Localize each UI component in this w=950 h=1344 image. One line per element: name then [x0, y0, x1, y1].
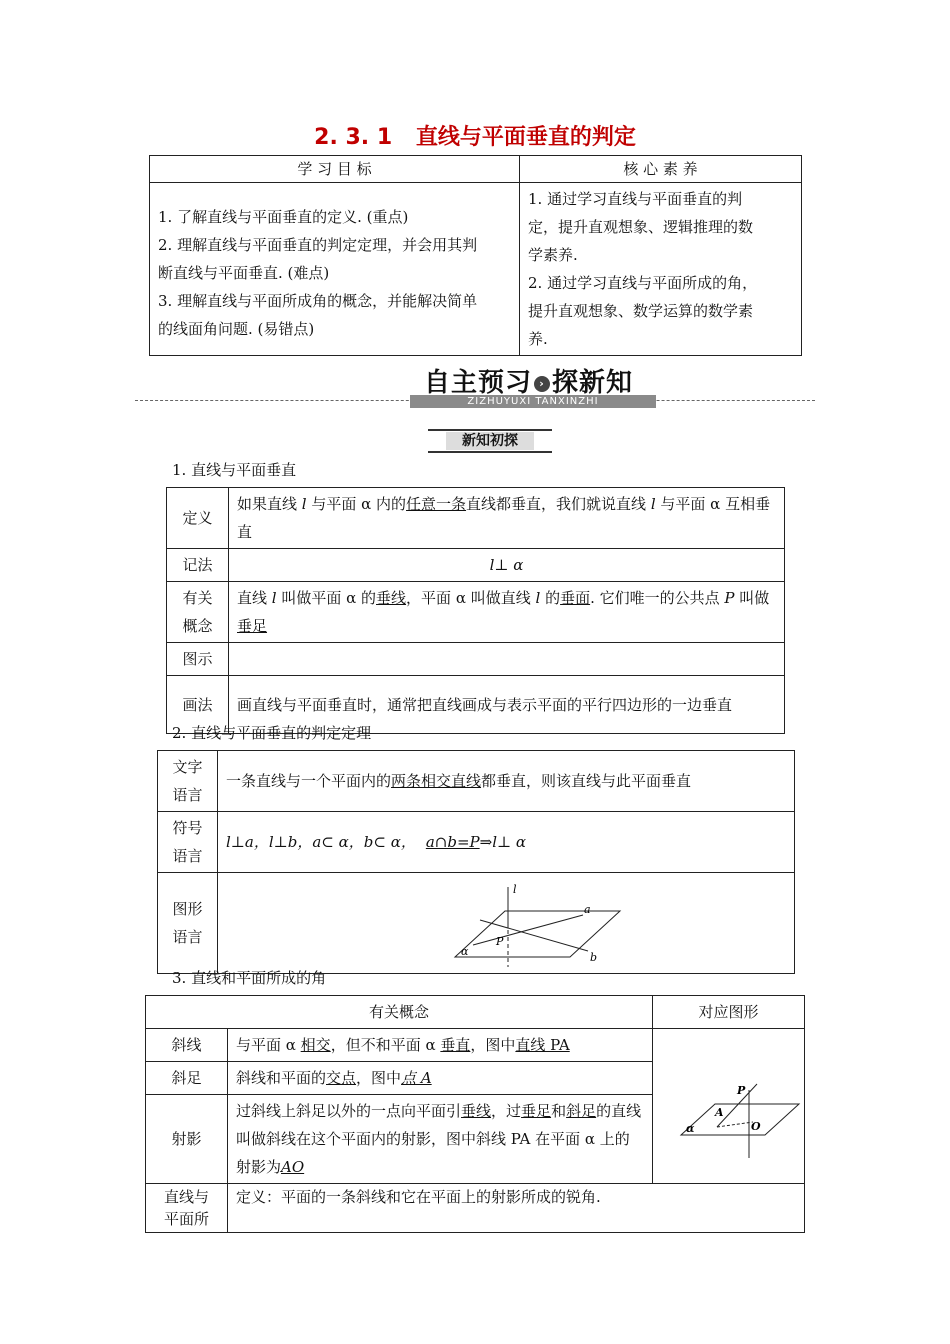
underlined-term: 垂面 — [560, 589, 591, 607]
angle-table — [145, 995, 805, 1233]
var-l: l — [301, 495, 307, 513]
underlined-term: 垂线 — [461, 1102, 492, 1120]
concepts-cell — [229, 582, 785, 643]
underlined-term: 任意一条 — [406, 495, 467, 513]
verbal-statement — [218, 751, 795, 812]
var-p: P — [724, 589, 735, 607]
projection-cell — [228, 1095, 653, 1184]
projection-figure — [653, 1050, 805, 1162]
line-ao — [717, 1122, 753, 1127]
goals-table — [149, 155, 802, 356]
text: 与平面 α — [236, 1036, 301, 1054]
section-1-heading: 1. 直线与平面垂直 — [172, 461, 297, 479]
row-label — [167, 582, 229, 643]
head-figure: 对应图形 — [653, 996, 805, 1029]
section-title: 直线与平面垂直的判定 — [415, 125, 636, 150]
text: 直线 — [237, 589, 272, 607]
label-alpha: α — [686, 1122, 695, 1135]
notation-cell: l⊥ α — [229, 549, 785, 582]
label-line: 文字 — [172, 758, 203, 776]
goal-line: 的线面角问题. (易错点) — [158, 320, 315, 338]
theorem-table — [157, 750, 795, 974]
plane-alpha — [681, 1104, 799, 1135]
literacy-line: 2. 通过学习直线与平面所成的角， — [528, 274, 758, 292]
text: ，图中 — [356, 1069, 402, 1087]
core-literacy — [520, 183, 802, 356]
label-p: P — [496, 935, 504, 948]
banner-title-b: 探新知 — [552, 368, 634, 398]
goals-head-right: 核 心 素 养 — [520, 156, 802, 183]
underlined-term: 相交 — [300, 1036, 331, 1054]
underlined-term: 斜足 — [566, 1102, 597, 1120]
row-label: 射影 — [146, 1095, 228, 1184]
text: 斜线和平面的 — [236, 1069, 327, 1087]
learning-goals — [150, 183, 520, 356]
foot-cell — [228, 1062, 653, 1095]
label-line: 语言 — [172, 928, 203, 946]
underlined-term: 垂直 — [440, 1036, 471, 1054]
text: 一条直线与一个平面内的 — [226, 772, 392, 790]
banner-title — [424, 362, 633, 399]
row-label — [158, 873, 218, 974]
row-label — [146, 1184, 228, 1233]
literacy-line: 养. — [528, 330, 548, 348]
label-a: a — [584, 903, 591, 916]
underlined-term: 交点 — [326, 1069, 357, 1087]
badge-label: 新知初探 — [446, 432, 534, 450]
drawing-method-cell: 画直线与平面垂直时，通常把直线画成与表示平面的平行四边形的一边垂直 — [229, 676, 785, 734]
underlined-term: 两条相交直线 — [391, 772, 482, 790]
label-alpha: α — [461, 945, 469, 958]
text: ，图中 — [470, 1036, 516, 1054]
literacy-line: 定，提升直观想象、逻辑推理的数 — [528, 218, 754, 236]
underlined-term: 垂线 — [376, 589, 407, 607]
page-title — [0, 120, 950, 151]
row-label: 定义 — [167, 488, 229, 549]
text: 的直线叫做斜线在这个平面内的射影，图中斜线 PA 在平面 α 上的射影为 — [236, 1102, 642, 1176]
row-label: 记法 — [167, 549, 229, 582]
row-label — [158, 751, 218, 812]
perpendicular-table — [166, 487, 785, 734]
arrow-circle-icon: › — [534, 376, 550, 392]
text: 与平面 α 内的 — [306, 495, 407, 513]
row-label: 图示 — [167, 643, 229, 676]
text: 与平面 α 互相垂直 — [237, 495, 771, 541]
banner-subtitle: ZIZHUYUXI TANXINZHI — [410, 395, 656, 408]
section-3-heading: 3. 直线和平面所成的角 — [172, 969, 327, 987]
goals-head-left: 学 习 目 标 — [150, 156, 520, 183]
line-a — [473, 915, 583, 945]
label-line: 图形 — [172, 900, 203, 918]
var-l: l — [650, 495, 656, 513]
oblique-line-cell — [228, 1029, 653, 1062]
underlined-term: 直线 PA — [515, 1036, 570, 1054]
definition-cell — [229, 488, 785, 549]
figure-cell — [218, 873, 795, 974]
label-o: O — [751, 1120, 761, 1133]
label-p: P — [737, 1084, 746, 1097]
underlined-term: AO — [281, 1158, 305, 1176]
var-l: l — [535, 589, 541, 607]
label-line: 有关 — [182, 589, 213, 607]
text: 叫做平面 α 的 — [276, 589, 377, 607]
literacy-line: 1. 通过学习直线与平面垂直的判 — [528, 190, 743, 208]
figure-cell — [653, 1029, 805, 1184]
text: 直线都垂直，我们就说直线 — [466, 495, 651, 513]
text: ⇒l⊥ α — [479, 833, 526, 851]
banner-title-a: 自主预习 — [424, 368, 533, 398]
text: 叫做 — [734, 589, 770, 607]
text: 如果直线 — [237, 495, 302, 513]
label-line: 直线与 — [163, 1188, 209, 1206]
figure-cell-empty — [229, 643, 785, 676]
label-line: 符号 — [172, 819, 203, 837]
perpendicular-figure — [218, 873, 795, 973]
text: 都垂直，则该直线与此平面垂直 — [481, 772, 692, 790]
section-2-heading: 2. 直线与平面垂直的判定定理 — [172, 724, 372, 742]
goal-line: 1. 了解直线与平面垂直的定义. (重点) — [158, 208, 409, 226]
text: ，平面 α 叫做直线 — [406, 589, 536, 607]
underlined-term: 垂足 — [237, 617, 268, 635]
angle-definition-cell: 定义：平面的一条斜线和它在平面上的射影所成的锐角. — [228, 1184, 805, 1233]
label-l: l — [513, 883, 517, 896]
text: 过斜线上斜足以外的一点向平面引 — [236, 1102, 462, 1120]
label-line: 语言 — [172, 847, 203, 865]
literacy-line: 提升直观想象、数学运算的数学素 — [528, 302, 754, 320]
label-line: 语言 — [172, 786, 203, 804]
text: ，但不和平面 α — [330, 1036, 441, 1054]
text: ，过 — [491, 1102, 522, 1120]
text: 的 — [540, 589, 561, 607]
label-a: A — [715, 1106, 724, 1119]
var-l: l — [271, 589, 277, 607]
text: . 它们唯一的公共点 — [590, 589, 725, 607]
row-label: 斜线 — [146, 1029, 228, 1062]
underlined-term: a∩b=P — [425, 833, 480, 851]
underlined-term: 点 A — [401, 1069, 432, 1087]
text: l⊥a，l⊥b，a⊂ α，b⊂ α， — [226, 833, 416, 851]
symbolic-statement — [218, 812, 795, 873]
label-line: 平面所 — [163, 1210, 209, 1228]
head-concepts: 有关概念 — [146, 996, 653, 1029]
underlined-term: 垂足 — [521, 1102, 552, 1120]
label-b: b — [590, 951, 598, 964]
section-number: 2. 3. 1 — [314, 125, 393, 150]
row-label — [158, 812, 218, 873]
literacy-line: 学素养. — [528, 246, 578, 264]
goal-line: 2. 理解直线与平面垂直的判定定理，并会用其判 — [158, 236, 478, 254]
label-line: 概念 — [182, 617, 213, 635]
new-knowledge-badge — [428, 429, 552, 453]
row-label: 斜足 — [146, 1062, 228, 1095]
goal-line: 3. 理解直线与平面所成角的概念，并能解决简单 — [158, 292, 478, 310]
text: 和 — [551, 1102, 567, 1120]
row-label: 画法 — [167, 676, 229, 734]
goal-line: 断直线与平面垂直. (难点) — [158, 264, 330, 282]
